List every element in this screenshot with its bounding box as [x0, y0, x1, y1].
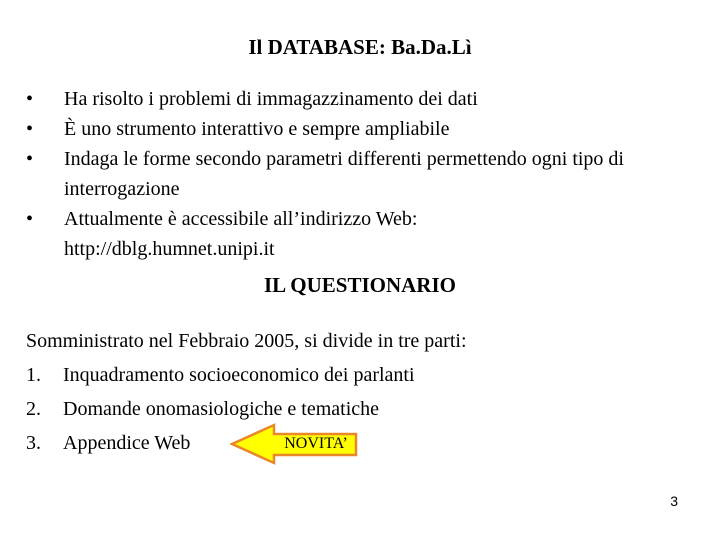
section-title: IL QUESTIONARIO	[264, 273, 456, 297]
list-number: 1.	[26, 364, 41, 386]
bullet-item	[26, 84, 686, 114]
bullet-dot-icon: •	[26, 148, 34, 170]
list-item	[26, 392, 415, 426]
bullet-item	[26, 144, 686, 204]
database-url: http://dblg.humnet.unipi.it	[64, 238, 275, 260]
questionnaire-intro: Somministrato nel Febbraio 2005, si divide in tre parti:	[26, 330, 467, 352]
list-item	[26, 358, 415, 392]
bullet-text: Indaga le forme secondo parametri differenti permettendo ogni tipo di interrogazione	[64, 148, 624, 200]
list-text: Inquadramento socioeconomico dei parlanti	[63, 364, 415, 386]
bullet-text: Ha risolto i problemi di immagazzinamento dei dati	[64, 88, 478, 110]
bullet-dot-icon: •	[26, 208, 34, 230]
slide-title: Il DATABASE: Ba.Da.Lì	[248, 35, 472, 59]
page-number: 3	[670, 493, 678, 509]
list-number: 2.	[26, 398, 41, 420]
bullet-text: Attualmente è accessibile all’indirizzo Web:	[64, 208, 418, 230]
list-number: 3.	[26, 432, 41, 454]
bullet-dot-icon: •	[26, 118, 34, 140]
bullet-text: È uno strumento interattivo e sempre ampliabile	[64, 118, 450, 140]
list-text: Domande onomasiologiche e tematiche	[63, 398, 380, 420]
bullet-item	[26, 114, 686, 144]
bullet-dot-icon: •	[26, 88, 34, 110]
novita-callout	[230, 423, 358, 465]
feature-bullet-list	[26, 84, 686, 264]
novita-label: NOVITA’	[284, 435, 348, 452]
bullet-item	[26, 204, 686, 264]
list-text: Appendice Web	[63, 432, 191, 454]
